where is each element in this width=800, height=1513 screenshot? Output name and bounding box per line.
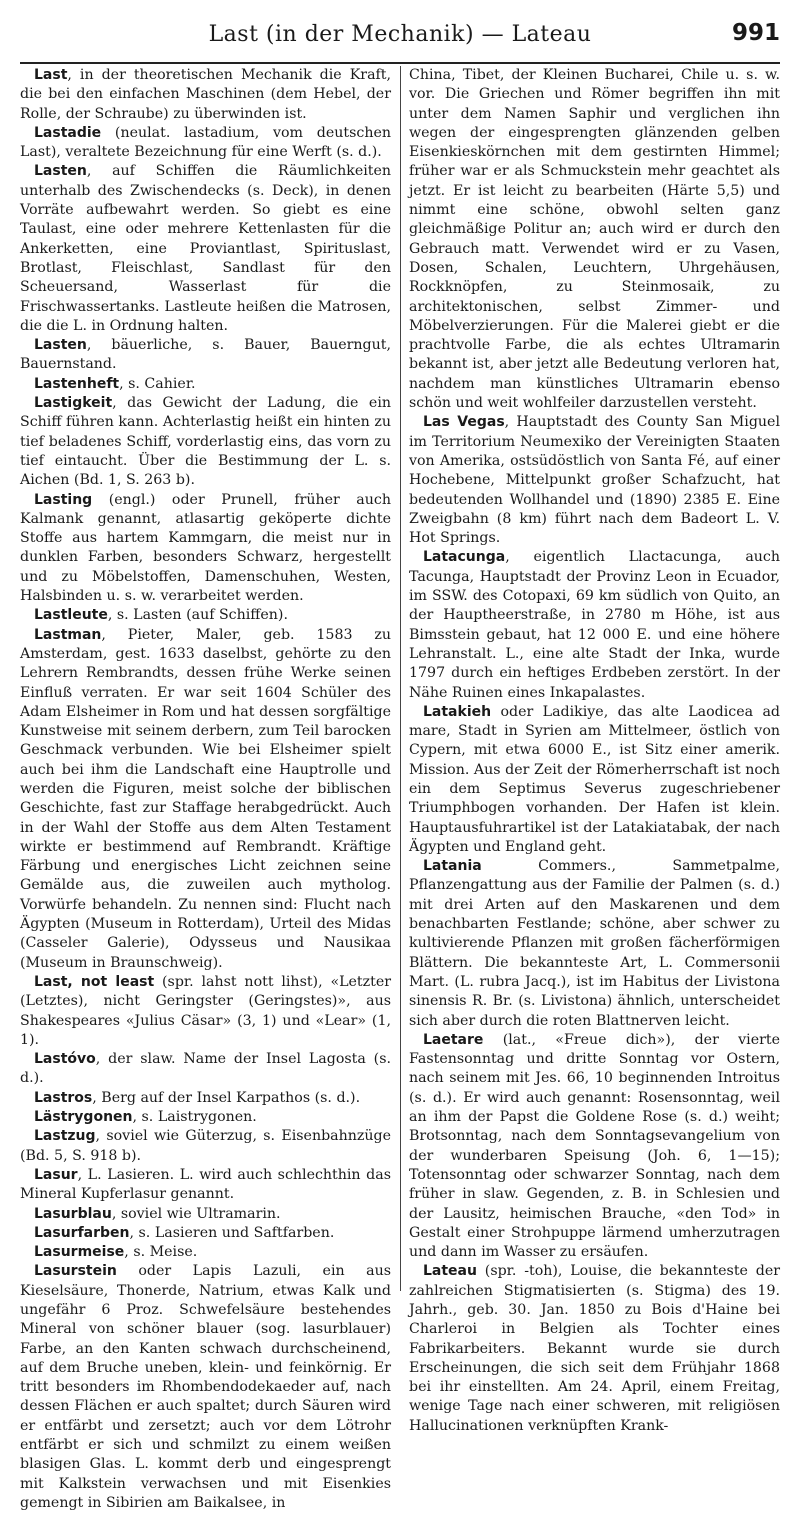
dictionary-entry [409, 66, 780, 413]
dictionary-entry [20, 124, 391, 163]
entry-text: (neulat. lastadium, vom deutschen Last), veraltete Bezeichnung für eine Werft (s. d.). [20, 124, 391, 161]
dictionary-entry [409, 548, 780, 702]
dictionary-entry [20, 336, 391, 375]
dictionary-entry [409, 413, 780, 548]
page-number: 991 [731, 20, 780, 46]
dictionary-entry [20, 1050, 391, 1089]
entry-text: , der slaw. Name der Insel Lagosta (s. d.). [20, 1051, 391, 1087]
entry-headword: Lästrygonen [34, 1109, 133, 1126]
entry-text: , das Gewicht der Ladung, die ein Schiff führen kann. Achterlastig heißt ein hinten zu tief beladenes Schiff, vorderlastig eins, das vorn zu tief eintaucht. Über die Bestimmung der L. s. Aichen (Bd. 1, S. 263 b). [20, 395, 391, 489]
entry-headword: Lasten [34, 337, 87, 354]
entry-headword: Lasurmeise [34, 1244, 125, 1261]
entry-text: China, Tibet, der Kleinen Bucharei, Chile u. s. w. vor. Die Griechen und Römer begriffen ihn mit unter dem Namen Saphir und verglichen ihn wegen der eingesprengten glänzenden gelben Eisenkieskörnchen mit dem gestirnten Himmel; früher war er als Schmuckstein mehr geachtet als jetzt. Er ist leicht zu bearbeiten (Härte 5,5) und nimmt eine schöne, obwohl selten ganz gleichmäßige Politur an; auch wird er durch den Gebrauch matt. Verwendet wird er zu Vasen, Dosen, Schalen, Leuchtern, Uhrgehäusen, Rockknöpfen, zu Steinmosaik, zu architektonischen, selbst Zimmer- und Möbelverzierungen. Für die Malerei giebt er die prachtvolle Farbe, die als echtes Ultramarin bekannt ist, aber jetzt alle Bedeutung verloren hat, nachdem man künstliches Ultramarin ebenso schön und weit wohlfeiler darzustellen versteht. [409, 67, 780, 412]
entry-text: (engl.) oder Prunell, früher auch Kalmank genannt, atlasartig geköperte dichte Stoffe aus hartem Kammgarn, die meist nur in dunklen Farben, besonders Schwarz, hergestellt und zu Möbelstoffen, Damenschuhen, Westen, Halsbinden u. s. w. verarbeitet werden. [20, 491, 391, 605]
dictionary-entry [409, 857, 780, 1031]
entry-headword: Last, not least [34, 973, 155, 990]
entry-text: , Hauptstadt des County San Miguel im Territorium Neumexiko der Vereinigten Staaten von Amerika, ostsüdöstlich von Santa Fé, auf einer Hochebene, Mittelpunkt großer Schafzucht, hat bedeutenden Wollhandel und (1890) 2385 E. Eine Zweigbahn (8 km) führt nach dem Badeort L. V. Hot Springs. [409, 414, 780, 547]
entry-text: (spr. lahst nott lihst), «Letzter (Letztes), nicht Geringster (Geringstes)», aus Shakespeares «Julius Cäsar» (3, 1) und «Lear» (1, 1). [20, 973, 391, 1048]
dictionary-entry [409, 1262, 780, 1436]
entry-headword: Last [34, 67, 68, 83]
dictionary-entry [20, 375, 391, 394]
dictionary-entry [20, 1089, 391, 1108]
entry-text: , Pieter, Maler, geb. 1583 zu Amsterdam, gest. 1633 daselbst, gehörte zu den Lehrern Rembrandts, dessen frühe Werke seinen Einfluß verraten. Er war seit 1604 Schüler des Adam Elsheimer in Rom und hat dessen sorgfältige Kunstweise mit seinem derbern, zum Teil barocken Geschmack verbunden. Wie bei Elsheimer spielt auch bei ihm die Landschaft eine Hauptrolle und werden die Figuren, meist solche der biblischen Geschichte, fast zur Staffage herabgedrückt. Auch in der Wahl der Stoffe aus dem Alten Testament wirkte er bestimmend auf Rembrandt. Kräftige Färbung und energisches Licht zeichnen seine Gemälde aus, die zuweilen auch mytholog. Vorwürfe behandeln. Zu nennen sind: Flucht nach Ägypten (Museum in Rotterdam), Urteil des Midas (Casseler Galerie), Odysseus und Nausikaa (Museum in Braunschweig). [20, 626, 391, 971]
dictionary-entry [20, 66, 391, 124]
text-columns [20, 66, 780, 1511]
entry-text: oder Lapis Lazuli, ein aus Kieselsäure, Thonerde, Natrium, etwas Kalk und ungefähr 6 Proz. Schwefelsäure bestehendes Mineral von schöner blauer (sog. lasurblauer) Farbe, an den Kanten schwach durchscheinend, auf dem Bruche uneben, klein- und feinkörnig. Er tritt besonders im Rhombendodekaeder auf, nach dessen Flächen er auch spaltet; durch Säuren wird er entfärbt und zersetzt; auch vor dem Lötrohr entfärbt er sich und schmilzt zu einem weißen blasigen Glas. L. kommt derb und eingesprengt mit Kalkstein verwachsen und mit Eisenkies gemengt in Sibirien am Baikalsee, in [20, 1263, 391, 1511]
dictionary-entry [20, 1224, 391, 1243]
entry-text: (lat., «Freue dich»), der vierte Fastensonntag und dritte Sonntag vor Ostern, nach seinem mit Jes. 66, 10 beginnenden Introitus (s. d.). Er wird auch genannt: Rosensonntag, weil an ihm der Papst die Goldene Rose (s. d.) weiht; Brotsonntag, nach dem Sonntagsevangelium von der wunderbaren Speisung (Joh. 6, 1—15); Totensonntag oder schwarzer Sonntag, nach dem früher in slaw. Gegenden, z. B. in Schlesien und der Lausitz, heimischen Brauche, «den Tod» in Gestalt einer Strohpuppe lärmend umherzutragen und dann im Wasser zu ersäufen. [409, 1031, 780, 1261]
entry-text: , soviel wie Güterzug, s. Eisenbahnzüge (Bd. 5, S. 918 b). [20, 1128, 391, 1164]
dictionary-entry [20, 1205, 391, 1224]
entry-text: , s. Cahier. [119, 375, 196, 392]
entry-headword: Lastóvo [34, 1051, 96, 1068]
dictionary-entry [20, 973, 391, 1050]
entry-headword: Lasurblau [34, 1205, 112, 1222]
entry-headword: Lateau [423, 1263, 477, 1280]
entry-headword: Lastros [34, 1089, 93, 1106]
entry-text: Commers., Sammetpalme, Pflanzengattung aus der Familie der Palmen (s. d.) mit drei Arten auf den Maskarenen und dem benachbarten Festlande; schöne, aber schwer zu kultivierende Pflanzen mit großen fächerförmigen Blättern. Die bekannteste Art, L. Commersonii Mart. (L. rubra Jacq.), ist im Habitus der Livistona sinensis R. Br. (s. Livistona) ähnlich, unterscheidet sich aber durch die roten Blattnerven leicht. [409, 858, 780, 1029]
entry-text: oder Ladikiye, das alte Laodicea ad mare, Stadt in Syrien am Mittelmeer, östlich von Cypern, mit etwa 6000 E., ist Sitz einer amerik. Mission. Aus der Zeit der Römerherrschaft ist noch ein dem Septimus Severus zugeschriebener Triumphbogen vorhanden. Der Hafen ist klein. Hauptausfuhrartikel ist der Latakiatabak, der nach Ägypten und England geht. [409, 703, 780, 855]
dictionary-entry [20, 1166, 391, 1205]
entry-text: , s. Lasten (auf Schiffen). [107, 607, 288, 624]
entry-text: , Berg auf der Insel Karpathos (s. d.). [92, 1089, 361, 1106]
running-title: Last (in der Mechanik) — Lateau [208, 22, 592, 47]
entry-text: , s. Meise. [124, 1244, 198, 1261]
dictionary-entry [20, 491, 391, 607]
entry-headword: Latakieh [423, 703, 492, 720]
page-header [20, 12, 780, 64]
dictionary-entry [20, 1243, 391, 1262]
entry-text: , soviel wie Ultramarin. [111, 1205, 281, 1222]
dictionary-entry [20, 606, 391, 625]
entry-text: , bäuerliche, s. Bauer, Bauerngut, Bauernstand. [20, 337, 391, 373]
entry-text: , eigentlich Llactacunga, auch Tacunga, Hauptstadt der Provinz Leon in Ecuador, im SSW. des Cotopaxi, 69 km südlich von Quito, an der Hauptheerstraße, in 2780 m Höhe, ist aus Bimsstein gebaut, hat 12 000 E. und eine höhere Lehranstalt. L., eine alte Stadt der Inka, wurde 1797 durch ein heftiges Erdbeben zerstört. In der Nähe Ruinen eines Inkapalastes. [409, 549, 780, 701]
entry-text: , in der theoretischen Mechanik die Kraft, die bei den einfachen Maschinen (dem Hebel, der Rolle, der Schraube) zu überwinden ist. [20, 67, 391, 122]
entry-headword: Laetare [423, 1031, 484, 1048]
dictionary-entry [20, 1127, 391, 1166]
entry-headword: Lasting [34, 491, 93, 508]
entry-headword: Lastenheft [34, 375, 120, 392]
right-column [409, 66, 780, 1434]
entry-text: , s. Lasieren und Saftfarben. [129, 1224, 335, 1241]
entry-headword: Lastman [34, 626, 102, 643]
column-divider [400, 66, 401, 1291]
entry-headword: Lasten [34, 163, 87, 180]
entry-headword: Latania [423, 858, 482, 875]
entry-text: , L. Lasieren. L. wird auch schlechthin das Mineral Kupferlasur genannt. [20, 1166, 391, 1203]
dictionary-entry [20, 626, 391, 973]
entry-headword: Lasur [34, 1166, 78, 1183]
dictionary-entry [409, 1031, 780, 1263]
entry-text: (spr. -toh), Louise, die bekannteste der zahlreichen Stigmatisierten (s. Stigma) des 19. Jahrh., geb. 30. Jan. 1850 zu Bois d'Haine bei Charleroi in Belgien als Tochter eines Fabrikarbeiters. Bekannt wurde sie durch Erscheinungen, die sich seit dem Frühjahr 1868 bei ihr einstellten. Am 24. April, einem Freitag, wenige Tage nach einer schweren, mit religiösen Hallucinationen verknüpften Krank- [409, 1263, 780, 1434]
entry-headword: Lasurstein [34, 1263, 117, 1280]
entry-headword: Lastadie [34, 124, 102, 141]
entry-headword: Lastigkeit [34, 395, 113, 412]
entry-headword: Las Vegas [423, 414, 505, 431]
dictionary-entry [20, 162, 391, 336]
entry-headword: Lasurfarben [34, 1224, 130, 1241]
dictionary-entry [20, 1108, 391, 1127]
dictionary-entry [409, 703, 780, 857]
entry-text: , s. Laistrygonen. [132, 1109, 257, 1126]
entry-headword: Lastleute [34, 607, 108, 624]
entry-headword: Latacunga [423, 549, 506, 566]
entry-text: , auf Schiffen die Räumlichkeiten unterhalb des Zwischendecks (s. Deck), in denen Vorräte aufbewahrt werden. So giebt es eine Taulast, eine oder mehrere Kettenlasten für die Ankerketten, eine Proviantlast, Spirituslast, Brotlast, Fleischlast, Sandlast für den Scheuersand, Wasserlast für die Frischwassertanks. Lastleute heißen die Matrosen, die die L. in Ordnung halten. [20, 163, 391, 334]
left-column [20, 66, 391, 1511]
entry-headword: Lastzug [34, 1128, 96, 1145]
dictionary-entry [20, 1262, 391, 1513]
dictionary-entry [20, 394, 391, 490]
